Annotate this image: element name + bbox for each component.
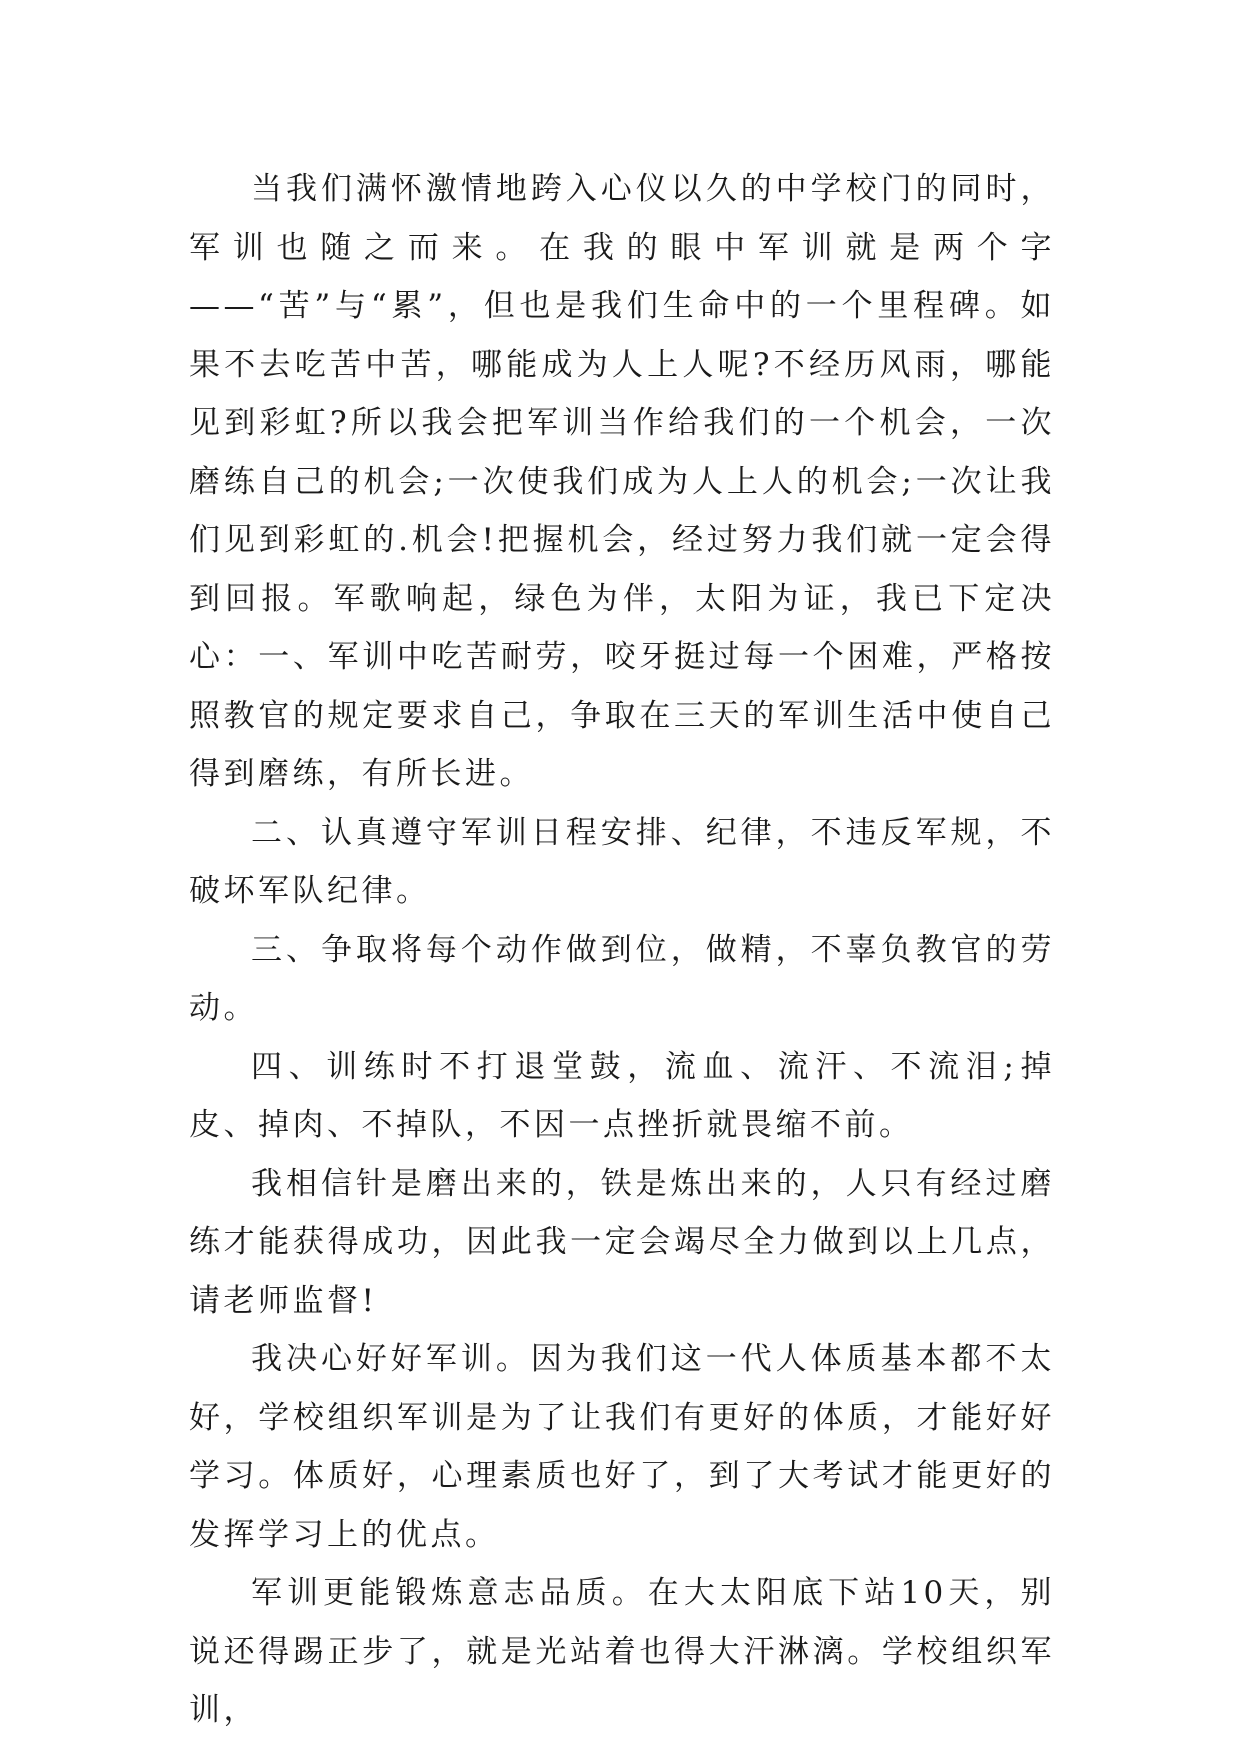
paragraph-3: 三、争取将每个动作做到位，做精，不辜负教官的劳动。	[189, 931, 1055, 1026]
paragraph-4: 四、训练时不打退堂鼓，流血、流汗、不流泪;掉皮、掉肉、不掉队，不因一点挫折就畏缩不前。	[189, 1048, 1055, 1143]
paragraph-7: 军训更能锻炼意志品质。在大太阳底下站10天，别说还得踢正步了，就是光站着也得大汗淋漓。学校组织军训，	[189, 1575, 1055, 1728]
paragraph-5: 我相信针是磨出来的，铁是炼出来的，人只有经过磨练才能获得成功，因此我一定会竭尽全力做到以上几点，请老师监督!	[189, 1165, 1055, 1319]
paragraph-6: 我决心好好军训。因为我们这一代人体质基本都不太好，学校组织军训是为了让我们有更好的体质，才能好好学习。体质好，心理素质也好了，到了大考试才能更好的发挥学习上的优点。	[189, 1341, 1055, 1553]
document-body	[189, 160, 1055, 1740]
paragraph-1: 当我们满怀激情地跨入心仪以久的中学校门的同时，军训也随之而来。在我的眼中军训就是两个字——“苦”与“累”，但也是我们生命中的一个里程碑。如果不去吃苦中苦，哪能成为人上人呢?不经历风雨，哪能见到彩虹?所以我会把军训当作给我们的一个机会，一次磨练自己的机会;一次使我们成为人上人的机会;一次让我们见到彩虹的.机会!把握机会，经过努力我们就一定会得到回报。军歌响起，绿色为伴，太阳为证，我已下定决心：一、军训中吃苦耐劳，咬牙挺过每一个困难，严格按照教官的规定要求自己，争取在三天的军训生活中使自己得到磨练，有所长进。	[189, 171, 1055, 792]
paragraph-2: 二、认真遵守军训日程安排、纪律，不违反军规，不破坏军队纪律。	[189, 814, 1055, 909]
